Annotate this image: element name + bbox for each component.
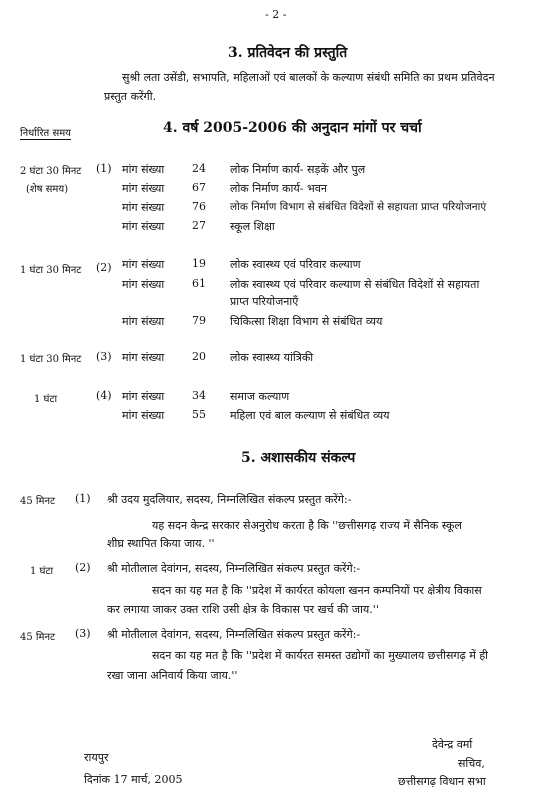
demand-label: मांग संख्या — [122, 351, 165, 364]
demand-description: चिकित्सा शिक्षा विभाग से संबंधित व्यय — [230, 315, 383, 328]
group2-number: (2) — [96, 261, 112, 274]
demand-description: समाज कल्याण — [230, 390, 290, 403]
time-header: निर्धारित समय — [20, 125, 71, 140]
footer-place: रायपुर — [84, 751, 109, 764]
demand-label: मांग संख्या — [122, 390, 165, 403]
group1-time: 2 घंटा 30 मिनट — [20, 166, 82, 177]
footer-date: दिनांक 17 मार्च, 2005 — [84, 773, 183, 786]
resolution3-text-cont: रखा जाना अनिवार्य किया जाय.'' — [107, 669, 238, 682]
resolution1-text: यह सदन केन्द्र सरकार सेअनुरोध करता है कि ''छत्तीसगढ़ राज्य में सैनिक स्कूल — [152, 519, 462, 532]
demand-description: लोक निर्माण कार्य- सड़कें और पुल — [230, 163, 366, 176]
resolution2-number: (2) — [75, 561, 91, 574]
demand-description: स्कूल शिक्षा — [230, 220, 275, 233]
group2-time: 1 घंटा 30 मिनट — [20, 265, 82, 276]
section5-title: 5. अशासकीय संकल्प — [241, 450, 356, 466]
demand-number: 19 — [192, 257, 206, 270]
demand-number: 20 — [192, 350, 206, 363]
resolution3-mover: श्री मोतीलाल देवांगन, सदस्य, निम्नलिखित संकल्प प्रस्तुत करेंगे:- — [107, 628, 361, 641]
section3-title: 3. प्रतिवेदन की प्रस्तुति — [228, 45, 348, 61]
demand-label: मांग संख्या — [122, 258, 165, 271]
demand-description: लोक निर्माण विभाग से संबंधित विदेशों से सहायता प्राप्त परियोजनाएं — [230, 201, 487, 213]
demand-number: 34 — [192, 389, 206, 402]
demand-number: 24 — [192, 162, 206, 175]
demand-label: मांग संख्या — [122, 315, 165, 328]
demand-description: लोक स्वास्थ्य एवं परिवार कल्याण — [230, 258, 361, 271]
group3-number: (3) — [96, 350, 112, 363]
resolution3-time: 45 मिनट — [20, 632, 56, 643]
demand-number: 79 — [192, 314, 206, 327]
demand-description-cont: प्राप्त परियोजनाएँ — [230, 295, 299, 308]
resolution3-number: (3) — [75, 627, 91, 640]
section3-line1: सुश्री लता उसेंडी, सभापति, महिलाओं एवं बालकों के कल्याण संबंधी समिति का प्रथम प्रतिवेदन — [122, 71, 495, 84]
demand-label: मांग संख्या — [122, 163, 165, 176]
resolution2-text: सदन का यह मत है कि ''प्रदेश में कार्यरत कोयला खनन कम्पनियों पर क्षेत्रीय विकास — [152, 584, 482, 597]
demand-label: मांग संख्या — [122, 278, 165, 291]
group3-time: 1 घंटा 30 मिनट — [20, 354, 82, 365]
demand-description: महिला एवं बाल कल्याण से संबंधित व्यय — [230, 409, 390, 422]
demand-description: लोक स्वास्थ्य यांत्रिकी — [230, 351, 314, 364]
resolution1-number: (1) — [75, 492, 91, 505]
demand-number: 55 — [192, 408, 206, 421]
resolution2-text-cont: कर लगाया जाकर उक्त राशि उसी क्षेत्र के विकास पर खर्च की जाय.'' — [107, 603, 379, 616]
resolution2-time: 1 घंटा — [30, 566, 54, 577]
resolution1-text-cont: शीघ्र स्थापित किया जाय. '' — [107, 537, 215, 550]
signatory-office: छत्तीसगढ़ विधान सभा — [398, 775, 486, 788]
demand-number: 27 — [192, 219, 206, 232]
demand-label: मांग संख्या — [122, 409, 165, 422]
demand-number: 76 — [192, 200, 206, 213]
demand-description: लोक स्वास्थ्य एवं परिवार कल्याण से संबंधित विदेशों से सहायता — [230, 278, 480, 291]
demand-number: 61 — [192, 277, 206, 290]
demand-label: मांग संख्या — [122, 201, 165, 214]
resolution1-time: 45 मिनट — [20, 496, 56, 507]
group1-time-note: (शेष समय) — [26, 184, 69, 195]
resolution1-mover: श्री उदय मुदलियार, सदस्य, निम्नलिखित संकल्प प्रस्तुत करेंगे:- — [107, 493, 352, 506]
page-number: - 2 - — [265, 8, 287, 21]
resolution2-mover: श्री मोतीलाल देवांगन, सदस्य, निम्नलिखित संकल्प प्रस्तुत करेंगे:- — [107, 562, 361, 575]
demand-description: लोक निर्माण कार्य- भवन — [230, 182, 327, 195]
group4-number: (4) — [96, 389, 112, 402]
demand-label: मांग संख्या — [122, 220, 165, 233]
group1-number: (1) — [96, 162, 112, 175]
section3-line2: प्रस्तुत करेंगी. — [104, 90, 157, 103]
group4-time: 1 घंटा — [34, 394, 58, 405]
demand-label: मांग संख्या — [122, 182, 165, 195]
signatory-name: देवेन्द्र वर्मा — [432, 738, 473, 751]
signatory-designation: सचिव, — [458, 757, 485, 770]
section4-title: 4. वर्ष 2005-2006 की अनुदान मांगों पर चर्चा — [163, 120, 422, 136]
demand-number: 67 — [192, 181, 206, 194]
resolution3-text: सदन का यह मत है कि ''प्रदेश में कार्यरत समस्त उद्योगों का मुख्यालय छत्तीसगढ़ में ही — [152, 649, 489, 662]
